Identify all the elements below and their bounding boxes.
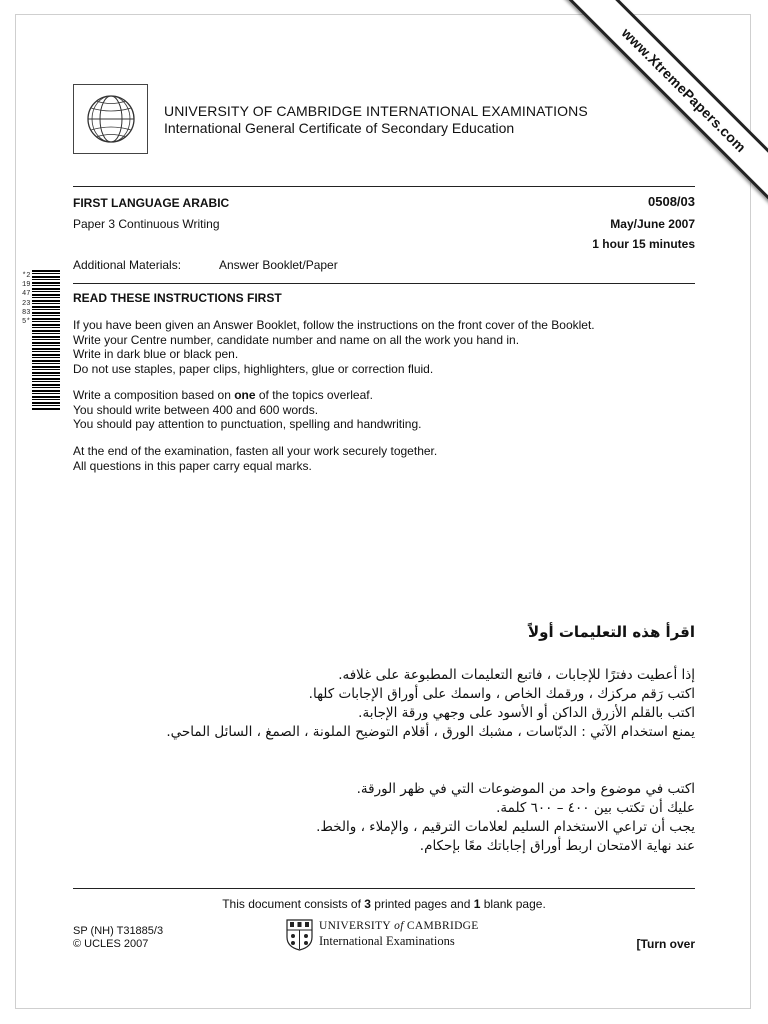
barcode-digits: *2194723835* (22, 272, 31, 327)
copyright: © UCLES 2007 (73, 938, 149, 950)
instructions-heading: READ THESE INSTRUCTIONS FIRST (73, 291, 282, 305)
instruction-line: You should write between 400 and 600 words. (73, 402, 319, 417)
subject-title: FIRST LANGUAGE ARABIC (73, 196, 230, 210)
instructions-block-3 (73, 444, 437, 473)
exam-session: May/June 2007 (610, 217, 695, 231)
arabic-line: يمنع استخدام الآتي : الدبّاسات ، مشبك الورق ، أقلام التوضيح الملونة ، الصمغ ، السائل الماحي. (166, 724, 695, 740)
instructions-rule (73, 283, 695, 284)
arabic-line: إذا أعطيت دفترًا للإجابات ، فاتبع التعليمات المطبوعة على غلافه. (338, 667, 695, 683)
instruction-line: You should pay attention to punctuation, spelling and handwriting. (73, 417, 422, 431)
barcode (32, 270, 60, 410)
arabic-line: عند نهاية الامتحان اربط أوراق إجاباتك معًا بإحكام. (419, 838, 695, 854)
instruction-line: Do not use staples, paper clips, highlighters, glue or correction fluid. (73, 361, 434, 376)
cambridge-logo-line-1: UNIVERSITY of CAMBRIDGE (319, 920, 479, 932)
arabic-line: اكتب بالقلم الأزرق الداكن أو الأسود على وجهي ورقة الإجابة. (358, 705, 695, 721)
globe-icon (85, 93, 137, 145)
cambridge-crest-icon (286, 919, 313, 951)
exam-duration: 1 hour 15 minutes (592, 237, 695, 251)
instruction-line: Write in dark blue or black pen. (73, 347, 239, 361)
instruction-line: If you have been given an Answer Booklet, follow the instructions on the front cover of the Booklet. (73, 318, 595, 332)
arabic-line: عليك أن تكتب بين ٤٠٠ – ٦٠٠ كلمة. (496, 800, 695, 816)
university-name: UNIVERSITY OF CAMBRIDGE INTERNATIONAL EXAMINATIONS (164, 103, 588, 119)
arabic-line: اكتب رَقم مركزك ، ورقمك الخاص ، واسمك على أوراق الإجابات كلها. (308, 686, 695, 702)
arabic-heading: اقرأ هذه التعليمات أولاً (527, 623, 695, 641)
instruction-line: Write your Centre number, candidate number and name on all the work you hand in. (73, 332, 520, 347)
emphasis-one: one (234, 388, 256, 402)
arabic-block-2 (316, 780, 695, 856)
instructions-block-2 (73, 388, 421, 432)
materials-value: Answer Booklet/Paper (219, 258, 338, 272)
page-count-note: This document consists of 3 printed pages and 1 blank page. (222, 897, 546, 911)
arabic-line: يجب أن تراعي الاستخدام السليم لعلامات الترقيم ، والإملاء ، والخط. (316, 819, 695, 835)
paper-code: 0508/03 (648, 194, 695, 209)
instruction-line: At the end of the examination, fasten all your work securely together. (73, 444, 438, 458)
arabic-block-1 (166, 666, 695, 742)
instruction-line: All questions in this paper carry equal marks. (73, 458, 312, 473)
cambridge-logo-line-2: International Examinations (319, 934, 455, 948)
watermark-text: www.XtremePapers.com (551, 0, 768, 223)
instruction-line: Write a composition based on one of the topics overleaf. (73, 388, 373, 402)
globe-logo (73, 84, 148, 154)
footer-rule (73, 888, 695, 889)
instructions-block-1 (73, 318, 595, 376)
materials-label: Additional Materials: (73, 258, 182, 272)
turn-over: [Turn over (636, 937, 695, 951)
header-rule (73, 186, 695, 187)
paper-reference: SP (NH) T31885/3 (73, 925, 164, 937)
arabic-line: اكتب في موضوع واحد من الموضوعات التي في ظهر الورقة. (356, 781, 695, 797)
qualification-name: International General Certificate of Secondary Education (164, 120, 515, 136)
paper-title: Paper 3 Continuous Writing (73, 217, 220, 231)
